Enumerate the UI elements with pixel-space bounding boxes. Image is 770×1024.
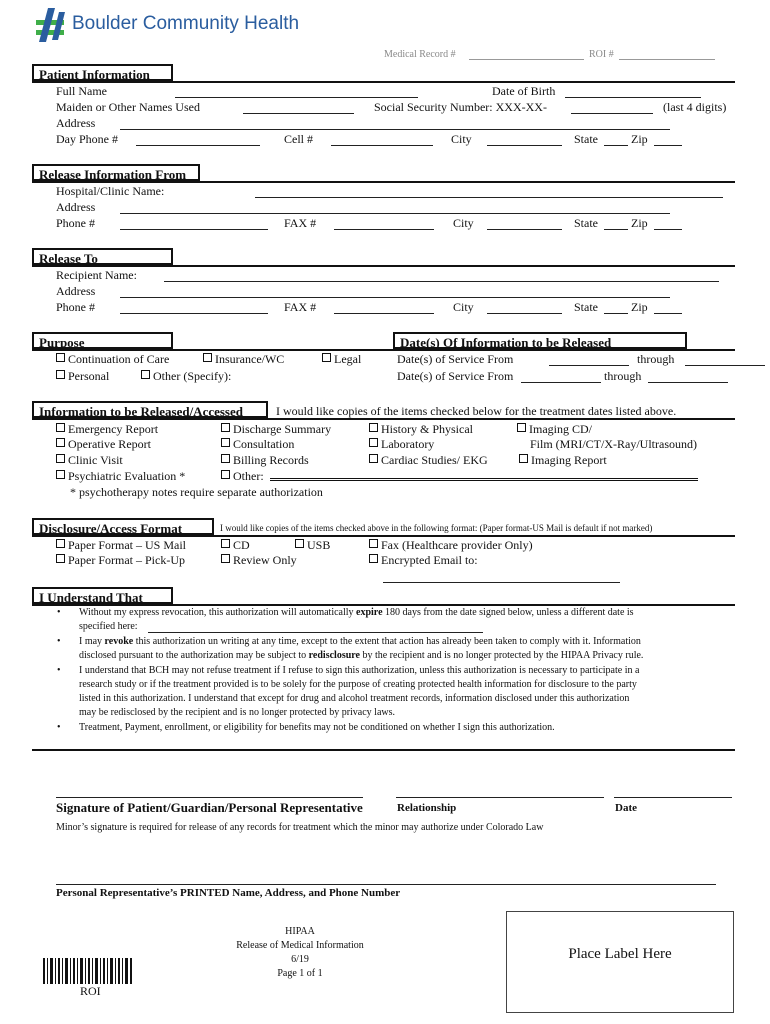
understand-bullet-2	[57, 635, 644, 663]
checkbox-icon	[295, 539, 304, 548]
dates-heading: Date(s) Of Information to be Released	[393, 332, 687, 349]
info-emergency-checkbox[interactable]	[56, 422, 158, 437]
city-field[interactable]	[487, 145, 562, 146]
option-label: Legal	[334, 352, 362, 366]
address-label: Address	[56, 116, 96, 130]
release-from-heading: Release Information From	[32, 164, 200, 181]
dates-line2-label: Date(s) of Service From	[397, 369, 514, 383]
state-field[interactable]	[604, 145, 628, 146]
option-label: Paper Format – US Mail	[68, 538, 186, 552]
brand-name: Boulder Community Health	[72, 13, 300, 34]
from-fax-label: FAX #	[284, 216, 317, 230]
footer-line: HIPAA	[285, 926, 315, 937]
label-box	[506, 911, 734, 1013]
option-label: Personal	[68, 369, 110, 383]
checkbox-icon	[369, 539, 378, 548]
option-label: Continuation of Care	[68, 352, 170, 366]
to-state-label: State	[574, 300, 598, 314]
option-label: Other (Specify):	[153, 369, 232, 383]
bullet-icon: •	[57, 665, 61, 676]
from-address-field[interactable]	[120, 213, 670, 214]
text: disclosed pursuant to the authorization may be subject to	[79, 650, 309, 661]
emphasis: expire	[356, 607, 383, 618]
zip-label: Zip	[631, 132, 648, 146]
checkbox-icon	[56, 370, 65, 379]
signature-field[interactable]	[56, 797, 363, 798]
from-zip-label: Zip	[631, 216, 648, 230]
dob-label: Date of Birth	[492, 84, 556, 98]
info-discharge-checkbox[interactable]	[221, 422, 331, 437]
day-phone-field[interactable]	[136, 145, 260, 146]
info-clinic-checkbox[interactable]	[56, 453, 123, 468]
roi-label: ROI #	[589, 49, 614, 60]
recipient-label: Recipient Name:	[56, 268, 137, 282]
understand-bullet-1	[57, 606, 634, 634]
from-city-field[interactable]	[487, 229, 562, 230]
checkbox-icon	[221, 438, 230, 447]
date-label: Date	[615, 802, 637, 814]
info-history-checkbox[interactable]	[369, 422, 473, 437]
option-label: Consultation	[233, 437, 295, 451]
text: specified here:	[79, 621, 138, 632]
emphasis: redisclosure	[308, 650, 360, 661]
checkbox-icon	[56, 554, 65, 563]
format-cd-checkbox[interactable]	[221, 538, 250, 553]
text: 180 days from the date signed below, unless a different date is	[382, 607, 634, 618]
rep-info-label: Personal Representative’s PRINTED Name, Address, and Phone Number	[56, 887, 401, 899]
from-state-field[interactable]	[604, 229, 628, 230]
date-to-1-field[interactable]	[685, 365, 765, 366]
checkbox-icon	[221, 423, 230, 432]
info-film-label: Film (MRI/CT/X-Ray/Ultrasound)	[530, 437, 697, 451]
text: research study or if the treatment provided is to be solely for the purpose of creating protected health information for disclosure to the party	[79, 679, 637, 690]
patient-info-heading: Patient Information	[32, 64, 173, 81]
from-fax-field[interactable]	[334, 229, 434, 230]
barcode-icon	[43, 958, 133, 984]
to-phone-field[interactable]	[120, 313, 268, 314]
format-note: I would like copies of the items checked above in the following format: (Paper format-US Mail is default if not marked)	[220, 523, 653, 533]
text: Without my express revocation, this authorization will automatically	[79, 607, 357, 618]
checkbox-icon	[519, 454, 528, 463]
understand-heading: I Understand That	[32, 587, 173, 604]
info-other-checkbox[interactable]	[221, 469, 264, 484]
roi-field[interactable]	[619, 59, 715, 60]
format-usb-checkbox[interactable]	[295, 538, 330, 553]
purpose-other-checkbox[interactable]	[141, 369, 231, 384]
expiration-date-field[interactable]	[148, 632, 483, 633]
relationship-label: Relationship	[397, 802, 457, 814]
dates-line1-through: through	[637, 352, 675, 366]
text: may be redisclosed by the recipient and is no longer protected by privacy laws.	[79, 707, 396, 718]
maiden-name-field[interactable]	[243, 113, 354, 114]
checkbox-icon	[221, 470, 230, 479]
release-to-heading: Release To	[32, 248, 173, 265]
format-heading: Disclosure/Access Format	[32, 518, 214, 535]
option-label: Encrypted Email to:	[381, 553, 478, 567]
footer-line: Page 1 of 1	[277, 968, 323, 979]
ssn-field[interactable]	[571, 113, 653, 114]
bullet-icon: •	[57, 722, 61, 733]
text: I may	[79, 636, 105, 647]
text: listed in this authorization. I understand that except for drug and alcohol treatment records, information disclosed under this authorization	[79, 693, 630, 704]
maiden-name-label: Maiden or Other Names Used	[56, 100, 200, 114]
from-address-label: Address	[56, 200, 96, 214]
ssn-hint: (last 4 digits)	[663, 100, 727, 114]
checkbox-icon	[56, 438, 65, 447]
checkbox-icon	[369, 423, 378, 432]
medical-record-label: Medical Record #	[384, 49, 456, 60]
checkbox-icon	[56, 470, 65, 479]
from-phone-field[interactable]	[120, 229, 268, 230]
checkbox-icon	[517, 423, 526, 432]
to-zip-label: Zip	[631, 300, 648, 314]
option-label: Operative Report	[68, 437, 151, 451]
section-rule	[32, 265, 735, 267]
to-phone-label: Phone #	[56, 300, 95, 314]
checkbox-icon	[369, 554, 378, 563]
purpose-heading: Purpose	[32, 332, 173, 349]
text: this authorization un writing at any time, except to the extent that action has already been taken to comply with it. Information	[133, 636, 641, 647]
psych-note: * psychotherapy notes require separate authorization	[70, 485, 323, 499]
to-address-field[interactable]	[120, 297, 670, 298]
section-rule	[32, 749, 735, 751]
understand-bullet-4	[57, 721, 555, 735]
dates-line1-label: Date(s) of Service From	[397, 352, 514, 366]
to-city-label: City	[453, 300, 474, 314]
format-pickup-checkbox[interactable]	[56, 553, 185, 568]
info-consultation-checkbox[interactable]	[221, 437, 294, 452]
full-name-field[interactable]	[175, 97, 418, 98]
dob-field[interactable]	[565, 97, 701, 98]
hospital-field[interactable]	[255, 197, 723, 198]
option-label: Insurance/WC	[215, 352, 285, 366]
footer-line: Release of Medical Information	[236, 940, 364, 951]
format-review-checkbox[interactable]	[221, 553, 297, 568]
info-note: I would like copies of the items checked below for the treatment dates listed above.	[276, 404, 677, 418]
purpose-personal-checkbox[interactable]	[56, 369, 109, 384]
minor-note: Minor’s signature is required for release of any records for treatment which the minor may authorize under Colorado Law	[56, 822, 544, 833]
checkbox-icon	[141, 370, 150, 379]
checkbox-icon	[221, 539, 230, 548]
to-fax-label: FAX #	[284, 300, 317, 314]
date-from-2-field[interactable]	[521, 382, 601, 383]
footer-line: 6/19	[291, 954, 309, 965]
option-label: Cardiac Studies/ EKG	[381, 453, 488, 467]
from-phone-label: Phone #	[56, 216, 95, 230]
option-label: Billing Records	[233, 453, 309, 467]
checkbox-icon	[221, 554, 230, 563]
option-label: Psychiatric Evaluation *	[68, 469, 186, 483]
full-name-label: Full Name	[56, 84, 107, 98]
info-imaging-cd-checkbox[interactable]	[517, 422, 592, 437]
to-state-field[interactable]	[604, 313, 628, 314]
option-label: CD	[233, 538, 250, 552]
format-paper-mail-checkbox[interactable]	[56, 538, 186, 553]
option-label: USB	[307, 538, 331, 552]
info-cardiac-checkbox[interactable]	[369, 453, 488, 468]
checkbox-icon	[56, 353, 65, 362]
info-laboratory-checkbox[interactable]	[369, 437, 434, 452]
medical-record-field[interactable]	[469, 59, 584, 60]
option-label: Laboratory	[381, 437, 435, 451]
date-to-2-field[interactable]	[648, 382, 728, 383]
from-city-label: City	[453, 216, 474, 230]
label-box-text: Place Label Here	[568, 946, 672, 962]
to-fax-field[interactable]	[334, 313, 434, 314]
to-address-label: Address	[56, 284, 96, 298]
date-from-1-field[interactable]	[549, 365, 629, 366]
emphasis: revoke	[104, 636, 134, 647]
footer-form-info	[200, 925, 400, 981]
to-city-field[interactable]	[487, 313, 562, 314]
option-label: Other:	[233, 469, 264, 483]
from-zip-field[interactable]	[654, 229, 682, 230]
info-other-field[interactable]	[270, 478, 698, 481]
city-label: City	[451, 132, 472, 146]
checkbox-icon	[369, 438, 378, 447]
date-field[interactable]	[614, 797, 732, 798]
to-zip-field[interactable]	[654, 313, 682, 314]
bullet-icon: •	[57, 607, 61, 618]
address-field[interactable]	[120, 129, 670, 130]
checkbox-icon	[322, 353, 331, 362]
day-phone-label: Day Phone #	[56, 132, 118, 146]
checkbox-icon	[56, 454, 65, 463]
info-released-heading: Information to be Released/Accessed	[32, 401, 268, 418]
barcode-label: ROI	[80, 984, 101, 998]
info-operative-checkbox[interactable]	[56, 437, 151, 452]
text: Treatment, Payment, enrollment, or eligibility for benefits may not be conditioned on whether I sign this authorization.	[79, 722, 555, 733]
option-label: Fax (Healthcare provider Only)	[381, 538, 533, 552]
option-label: Clinic Visit	[68, 453, 123, 467]
recipient-field[interactable]	[164, 281, 719, 282]
cell-label: Cell #	[284, 132, 313, 146]
purpose-insurance-checkbox[interactable]	[203, 352, 284, 367]
understand-bullet-3	[57, 664, 640, 720]
info-imaging-report-checkbox[interactable]	[519, 453, 607, 468]
checkbox-icon	[56, 423, 65, 432]
text: I understand that BCH may not refuse treatment if I refuse to sign this authorization, unless this authorization is necessary to participate in a	[79, 665, 640, 676]
relationship-field[interactable]	[396, 797, 604, 798]
dates-line2-through: through	[604, 369, 642, 383]
purpose-legal-checkbox[interactable]	[322, 352, 361, 367]
rep-info-field[interactable]	[56, 884, 716, 885]
option-label: Emergency Report	[68, 422, 159, 436]
zip-field[interactable]	[654, 145, 682, 146]
boulder-community-health-logo-icon	[32, 6, 68, 44]
from-state-label: State	[574, 216, 598, 230]
option-label: History & Physical	[381, 422, 473, 436]
option-label: Review Only	[233, 553, 297, 567]
cell-field[interactable]	[331, 145, 433, 146]
format-fax-checkbox[interactable]	[369, 538, 533, 553]
format-email-checkbox[interactable]	[369, 553, 478, 568]
purpose-continuation-checkbox[interactable]	[56, 352, 169, 367]
state-label: State	[574, 132, 598, 146]
signature-label: Signature of Patient/Guardian/Personal Representative	[56, 800, 363, 815]
bullet-icon: •	[57, 636, 61, 647]
hospital-label: Hospital/Clinic Name:	[56, 184, 165, 198]
email-field[interactable]	[383, 582, 620, 583]
checkbox-icon	[221, 454, 230, 463]
option-label: Paper Format – Pick-Up	[68, 553, 185, 567]
option-label: Imaging Report	[531, 453, 607, 467]
info-psych-checkbox[interactable]	[56, 469, 185, 484]
checkbox-icon	[203, 353, 212, 362]
option-label: Discharge Summary	[233, 422, 332, 436]
option-label: Imaging CD/	[529, 422, 592, 436]
section-rule	[32, 349, 735, 351]
checkbox-icon	[369, 454, 378, 463]
text: by the recipient and is no longer protected by the HIPAA Privacy rule.	[359, 650, 644, 661]
info-billing-checkbox[interactable]	[221, 453, 309, 468]
ssn-label: Social Security Number: XXX-XX-	[374, 100, 547, 114]
checkbox-icon	[56, 539, 65, 548]
